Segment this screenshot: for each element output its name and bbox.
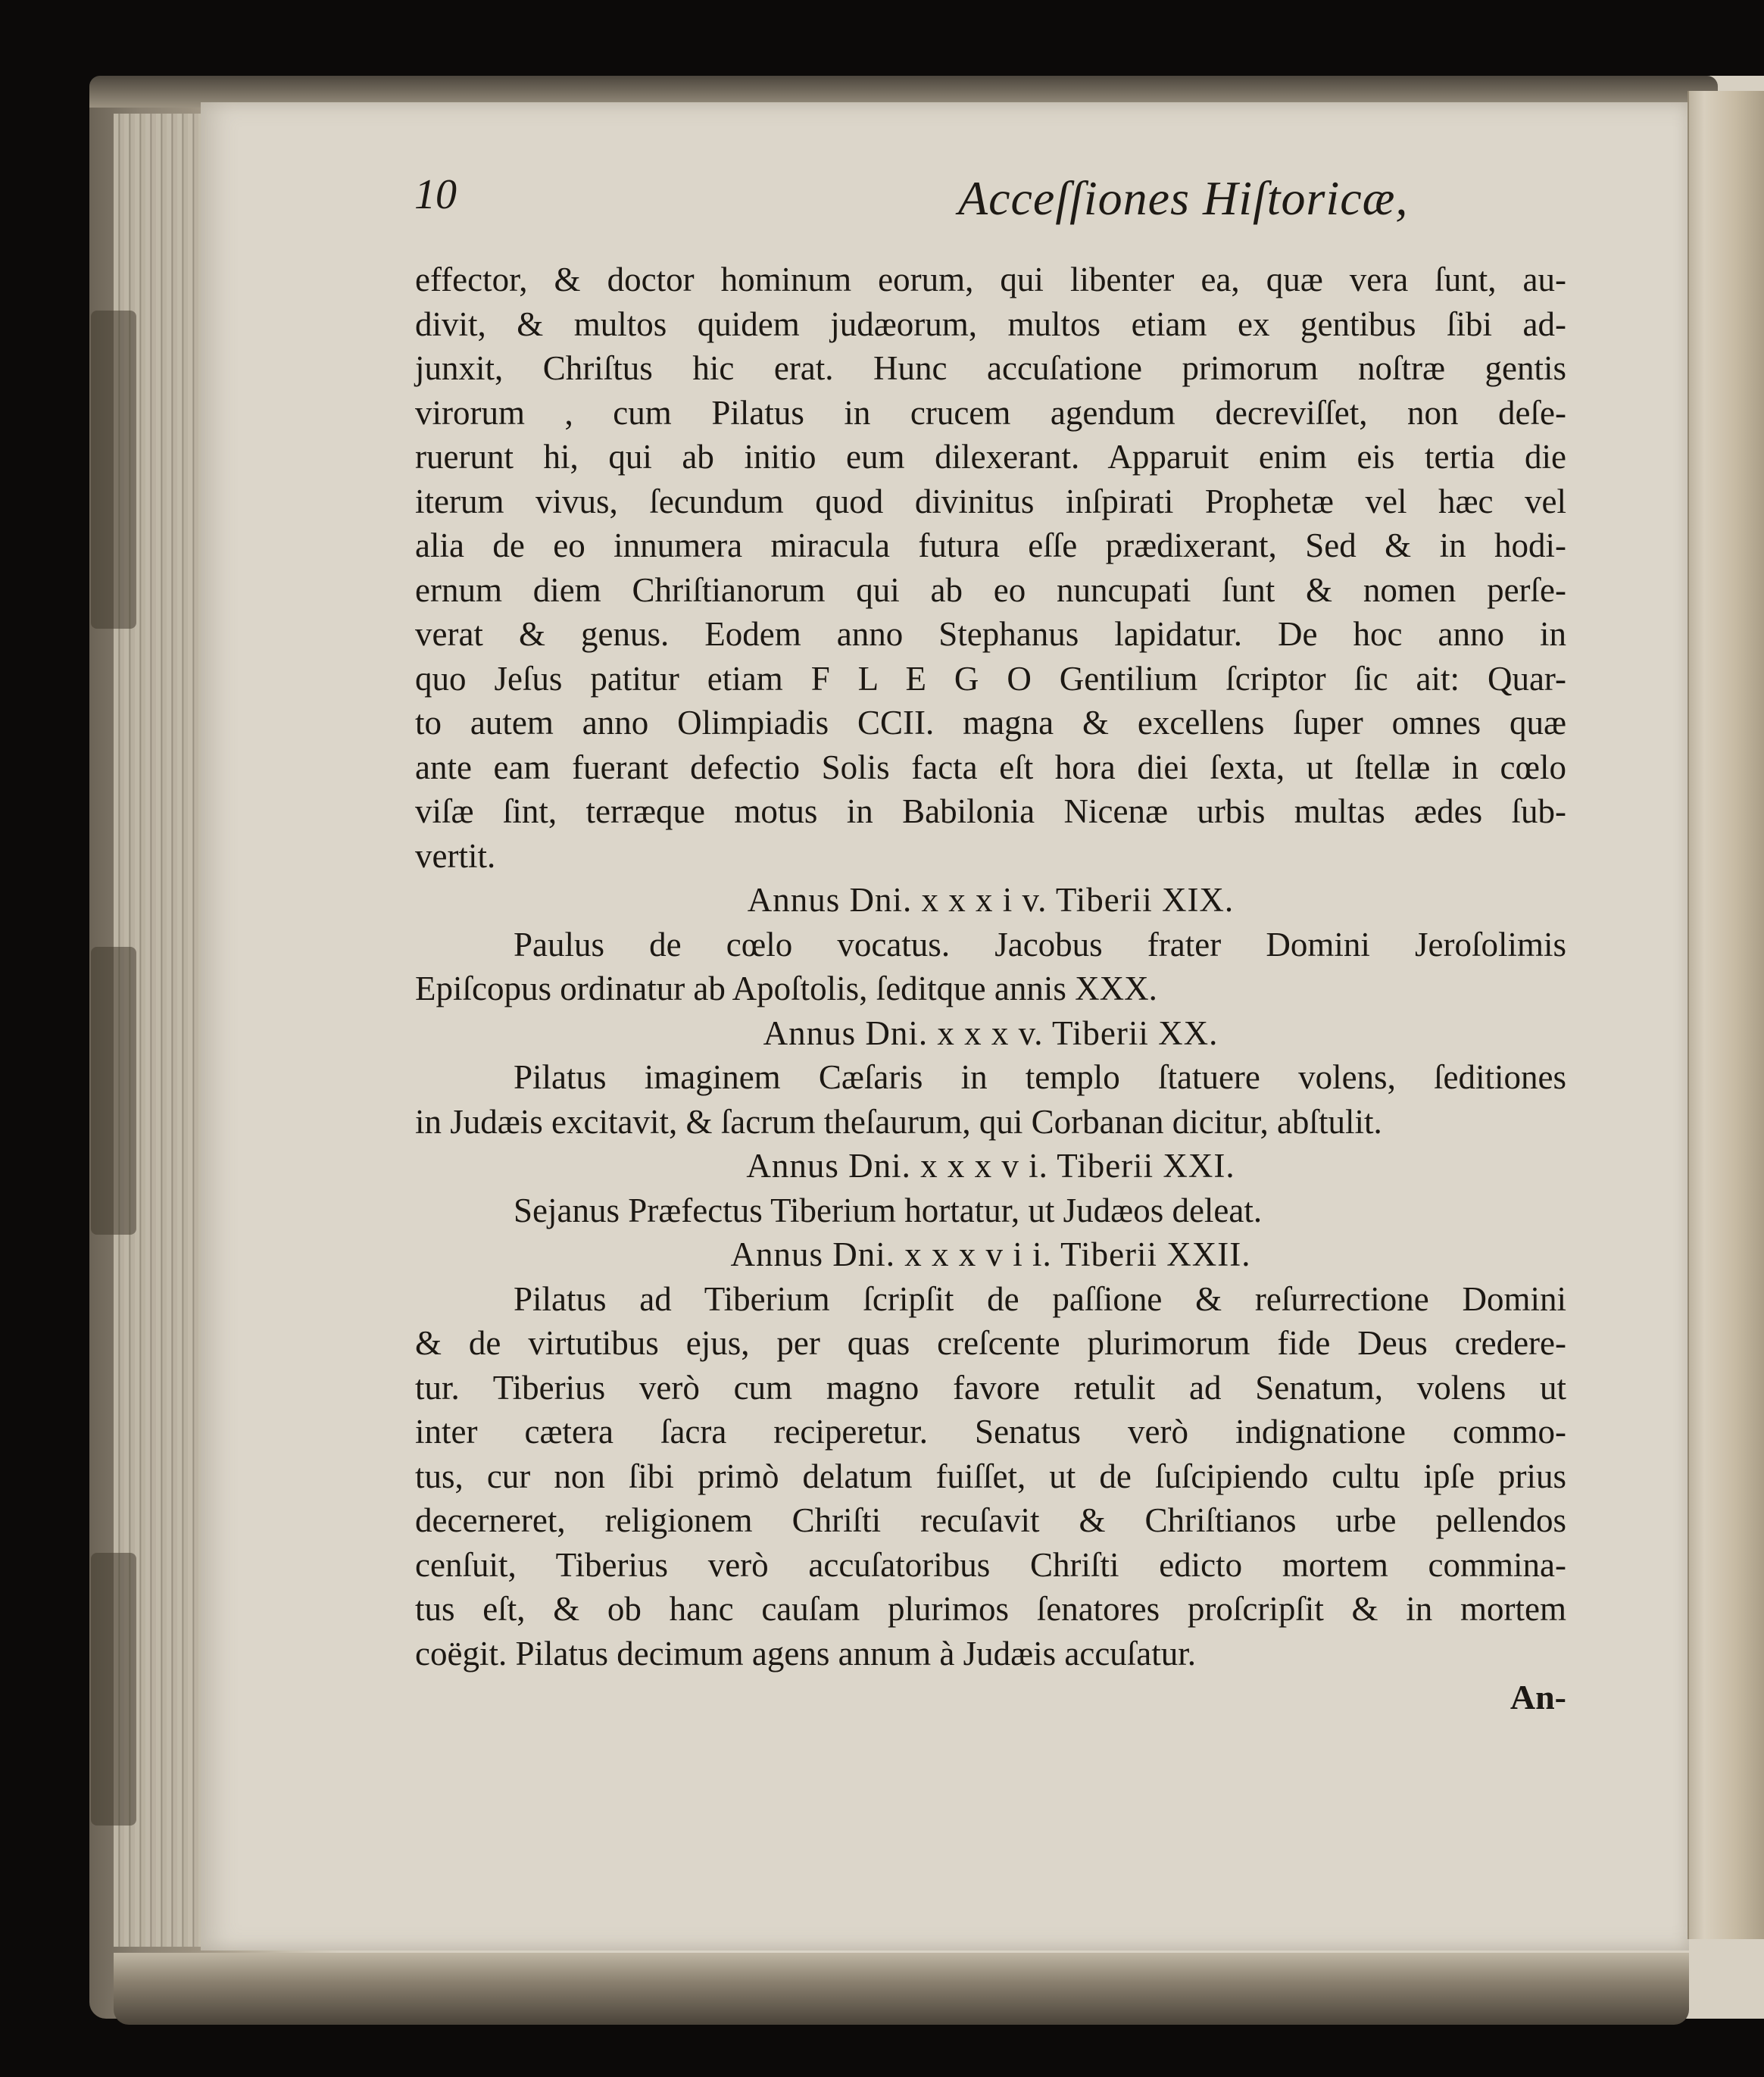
text-line: Epiſcopus ordinatur ab Apoſtolis, ſeditque annis XXX. — [415, 970, 1157, 1007]
text-line: tur. Tiberius verò cum magno favore retulit ad Senatum, volens ut — [415, 1368, 1566, 1407]
text-line: ante eam fuerant defectio Solis facta eſt hora diei ſexta, ut ſtellæ in cœlo — [415, 748, 1566, 786]
catchword-line — [415, 1676, 1566, 1720]
edge-stain — [91, 947, 136, 1235]
text-line: Paulus de cœlo vocatus. Jacobus frater Domini Jeroſolimis — [514, 925, 1566, 964]
running-title: Acceſſiones Hiſtoricæ, — [958, 171, 1409, 225]
catchword: An- — [1510, 1678, 1566, 1716]
text-line: inter cætera ſacra reciperetur. Senatus verò indignatione commo- — [415, 1413, 1566, 1451]
book-bottom-edge — [114, 1953, 1689, 2025]
body-text — [415, 258, 1566, 1720]
text-line: & de virtutibus ejus, per quas creſcente plurimorum fide Deus credere- — [415, 1324, 1566, 1362]
page-number: 10 — [414, 171, 457, 218]
text-line: quo Jeſus patitur etiam F L E G O Gentilium ſcriptor ſic ait: Quar- — [415, 659, 1566, 698]
text-line: Pilatus ad Tiberium ſcripſit de paſſione & reſurrectione Domini — [514, 1279, 1566, 1318]
text-line: divit, & multos quidem judæorum, multos etiam ex gentibus ſibi ad- — [415, 305, 1566, 343]
text-line: virorum , cum Pilatus in crucem agendum decreviſſet, non deſe- — [415, 393, 1566, 432]
text-line: verat & genus. Eodem anno Stephanus lapidatur. De hoc anno in — [415, 615, 1566, 653]
facing-page-edge — [1688, 91, 1764, 1939]
edge-stain — [91, 1553, 136, 1826]
text-line: tus, cur non ſibi primò delatum fuiſſet, ut de ſuſcipiendo cultu ipſe prius — [415, 1457, 1566, 1495]
year-heading: Annus Dni. x x x i v. Tiberii XIX. — [747, 881, 1235, 919]
text-line: junxit, Chriſtus hic erat. Hunc accuſatione primorum noſtræ gentis — [415, 349, 1566, 387]
year-heading: Annus Dni. x x x v i. Tiberii XXI. — [746, 1147, 1235, 1185]
text-line: iterum vivus, ſecundum quod divinitus inſpirati Prophetæ vel hæc vel — [415, 482, 1566, 520]
page-header — [201, 170, 1689, 239]
text-line: decerneret, religionem Chriſti recuſavit & Chriſtianos urbe pellendos — [415, 1501, 1566, 1539]
text-line: to autem anno Olimpiadis CCII. magna & excellens ſuper omnes quæ — [415, 704, 1566, 742]
year-heading: Annus Dni. x x x v. Tiberii XX. — [763, 1014, 1219, 1052]
text-line: cenſuit, Tiberius verò accuſatoribus Chriſti edicto mortem commina- — [415, 1545, 1566, 1584]
text-line: ernum diem Chriſtianorum qui ab eo nuncupati ſunt & nomen perſe- — [415, 570, 1566, 609]
text-line: Sejanus Præfectus Tiberium hortatur, ut Judæos deleat. — [514, 1191, 1263, 1229]
text-line: vertit. — [415, 836, 496, 875]
text-line: ruerunt hi, qui ab initio eum dilexerant. Apparuit enim eis tertia die — [415, 438, 1566, 476]
edge-stain — [91, 311, 136, 629]
text-line: effector, & doctor hominum eorum, qui libenter ea, quæ vera ſunt, au- — [415, 261, 1566, 298]
text-line: coëgit. Pilatus decimum agens annum à Judæis accuſatur. — [415, 1634, 1197, 1673]
text-line: in Judæis excitavit, & ſacrum theſaurum, qui Corbanan dicitur, abſtulit. — [415, 1102, 1382, 1141]
page-stack-edges — [114, 114, 201, 1947]
text-line: alia de eo innumera miracula futura eſſe prædixerant, Sed & in hodi- — [415, 526, 1566, 564]
text-line: viſæ ſint, terræque motus in Babilonia Nicenæ urbis multas ædes ſub- — [415, 792, 1566, 830]
text-line: Pilatus imaginem Cæſaris in templo ſtatuere volens, ſeditiones — [514, 1058, 1566, 1096]
year-heading: Annus Dni. x x x v i i. Tiberii XXII. — [730, 1235, 1251, 1273]
text-line: tus eſt, & ob hanc cauſam plurimos ſenatores proſcripſit & in mortem — [415, 1590, 1566, 1628]
